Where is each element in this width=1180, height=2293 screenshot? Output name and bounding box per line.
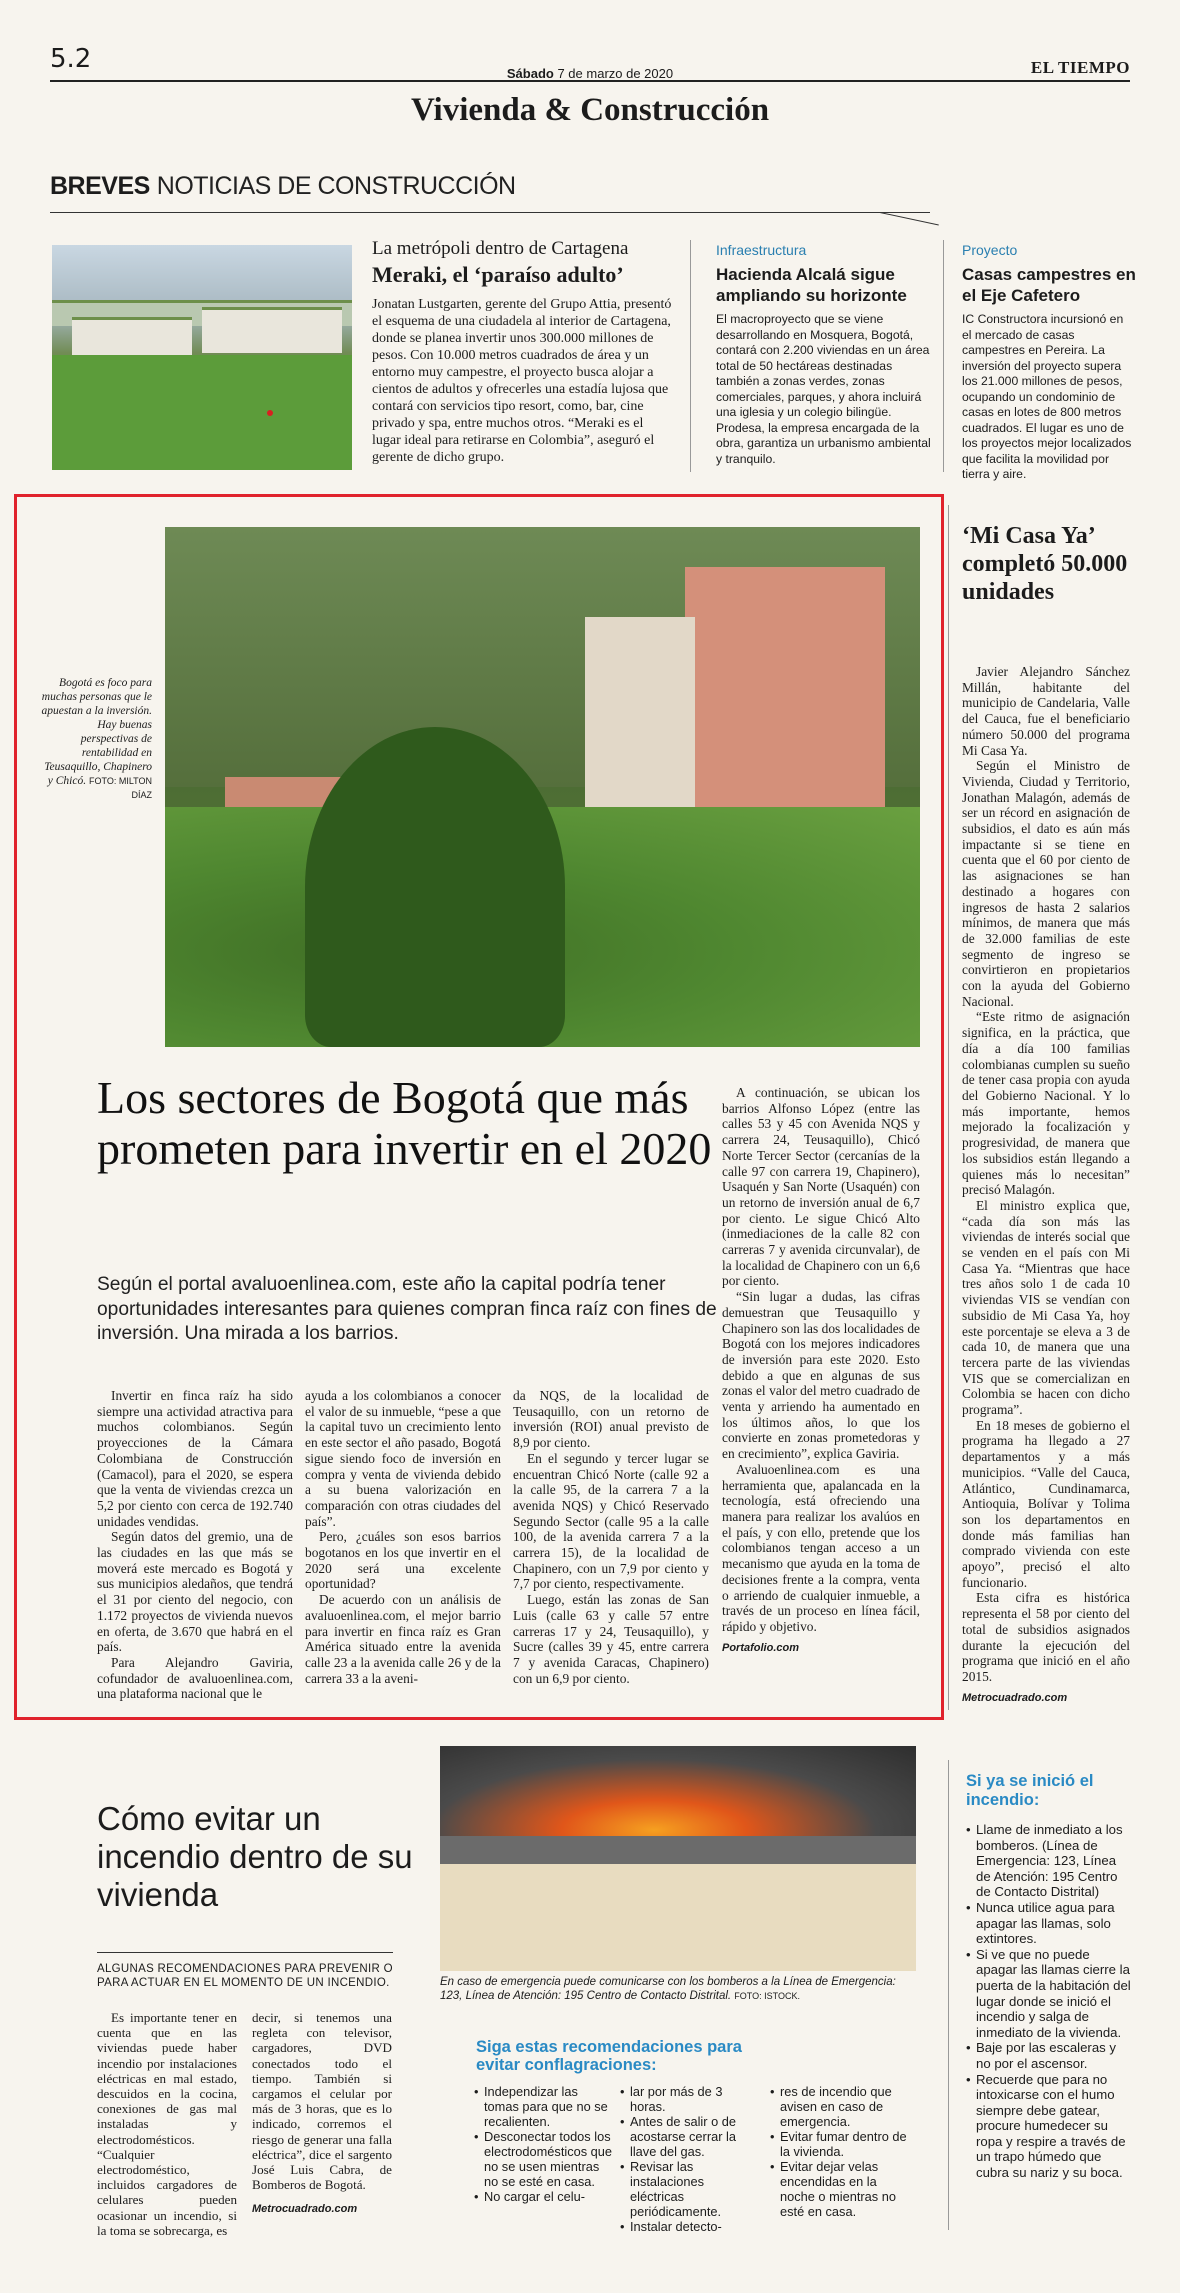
brief3-kicker: Proyecto [962, 242, 1018, 258]
date-text: 7 de marzo de 2020 [557, 66, 674, 81]
photo-caption [40, 676, 152, 802]
breves-label-rest: NOTICIAS DE CONSTRUCCIÓN [156, 172, 516, 200]
paragraph: A continuación, se ubican los barrios Alfonso López (entre las calles 53 y 45 con Avenida NQS y carrera 24, Teusaquillo), Chicó Norte Tercer Sector (cercanías de la calle 97 con carrera 19, Chapinero), Usaquén y San Norte (Usaquén) con un retorno de inversión anual de 6,7 por ciento. Le sigue Chicó Alto (inmediaciones de la calle 82 con carreras 7 y avenida circunvalar), de la localidad de Chapinero con un 6,6 por ciento. [722, 1085, 920, 1289]
paragraph: ayuda a los colombianos a conocer el valor de su inmueble, “pese a que la capital tuvo un crecimiento lento en este sector el año pasado, Bogotá sigue siendo foco de inversión en compra y venta de vivienda debido a su buena valorización en comparación con otras ciudades del país”. [305, 1388, 501, 1529]
photo-caption-text: Bogotá es foco para muchas personas que le apuestan a la inversión. Hay buenas perspectivas de rentabilidad en Teusaquillo, Chapinero y Chicó. [41, 677, 152, 787]
breves-label [50, 172, 516, 201]
list-item: • Evitar fumar dentro de la vivienda. [770, 2129, 910, 2159]
sidebar-body [962, 664, 1130, 1706]
brief1-title: Meraki, el ‘paraíso adulto’ [372, 262, 624, 287]
column-rule [943, 240, 944, 472]
column-rule [690, 240, 691, 472]
fire-headline: Cómo evitar un incendio dentro de su vivienda [97, 1800, 413, 1913]
list-item: • Baje por las escaleras y no por el ascensor. [966, 2040, 1132, 2071]
date-day: Sábado [506, 66, 554, 81]
list-item: • Si ve que no puede apagar las llamas cierre la puerta de la habitación del lugar donde se inició el incendio y salga de inmediato de la vivienda. [966, 1947, 1132, 2041]
brief2-title: Hacienda Alcalá sigue ampliando su horizonte [716, 265, 907, 305]
list-item: • Recuerde que para no intoxicarse con el humo siempre debe gatear, procure humedecer su ropa y respire a través de un trapo húmedo que cubra su nariz y su boca. [966, 2072, 1132, 2181]
paragraph: “Este ritmo de asignación significa, en la práctica, que día a día 100 familias colombianas cumplen su sueño de tener casa propia con ayuda del Gobierno Nacional. Y lo más importante, hemos mejorado la focalización y progresividad, de manera que los subsidios están llegando a quienes más lo necesitan” precisó Malagón. [962, 1009, 1130, 1198]
paragraph: Para Alejandro Gaviria, cofundador de avaluoenlinea.com, una plataforma nacional que le [97, 1654, 293, 1702]
header-rule [50, 80, 1130, 82]
feature-dek: Según el portal avaluoenlinea.com, este año la capital podría tener oportunidades interesantes para quienes compran finca raíz con fines de inversión. Una mirada a los barrios. [97, 1274, 717, 1344]
paragraph: Según datos del gremio, una de las ciudades en las que más se moverá este mercado es Bogotá y sus municipios aledaños, que tendrá el 31 por ciento del negocio, con 1.172 proyectos de vivienda nuevos en oferta, de 3.670 que habrá en el país. [97, 1529, 293, 1655]
meraki-photo [52, 245, 352, 470]
list-item: • Llame de inmediato a los bomberos. (Línea de Emergencia: 123, Línea de Atención: 195 Centro de Contacto Distrital) [966, 1822, 1132, 1900]
list-item: • Nunca utilice agua para apagar las llamas, solo extintores. [966, 1900, 1132, 1947]
breves-rule [50, 212, 930, 213]
fire-caption-text: En caso de emergencia puede comunicarse con los bomberos a la Línea de Emergencia: 123, Línea de Atención: 195 Centro de Contacto Distrital. [440, 1976, 896, 2002]
newspaper-logo: EL TIEMPO [1030, 58, 1130, 77]
date-line [0, 66, 1180, 81]
paragraph: En el segundo y tercer lugar se encuentran Chicó Norte (calle 92 a la calle 95, de la carrera 7 a la avenida NQS) y Chicó Reservado Segundo Sector (calle 95 a la calle 100, de la avenida carrera 7 a la carrera 15), de la localidad de Chapinero, con un 7,9 por ciento y 7,7 por ciento, respectivamente. [513, 1450, 709, 1592]
brief1-kicker: La metrópoli dentro de Cartagena [372, 238, 629, 259]
feature-col2 [305, 1388, 501, 1686]
breves-rule-tail [880, 212, 939, 225]
brief1-text: Jonatan Lustgarten, gerente del Grupo Attia, presentó el esquema de una ciudadela al interior de Cartagena, donde se planea invertir unos 300.000 millones de pesos. Con 10.000 metros cuadrados de área y un entorno muy campestre, el proyecto busca alojar a cientos de adultos y ofrecerles una estadía lujosa que contará con servicios tipo resort, como, bar, cine privado y spa, entre muchos otros. “Meraki es el lugar ideal para retirarse en Colombia”, aseguró el gerente de dicho grupo. [372, 297, 672, 465]
paragraph: Esta cifra es histórica representa el 58 por ciento del total de subsidios asignados durante la ejecución del programa que inició en el año 2015. [962, 1590, 1130, 1684]
breves-label-bold: BREVES [50, 172, 150, 200]
incendio-sidebar-list [966, 1822, 1132, 2181]
bogota-buildings-photo [165, 527, 920, 1047]
feature-signoff: Portafolio.com [722, 1641, 800, 1654]
paragraph: Javier Alejandro Sánchez Millán, habitante del municipio de Candelaria, Valle del Cauca, fue el beneficiario número 50.000 del programa Mi Casa Ya. [962, 664, 1130, 758]
feature-col4 [722, 1085, 920, 1656]
list-item: • Antes de salir o de acostarse cerrar la llave del gas. [620, 2114, 760, 2159]
brief2-text: El macroproyecto que se viene desarrollando en Mosquera, Bogotá, contará con 2.200 viviendas en un área total de 50 hectáreas destinadas también a zonas verdes, zonas comerciales, parques, y ahora incluirá una iglesia y un colegio bilingüe. Prodesa, la empresa encargada de la obra, garantiza un urbanismo ambiental y tranquilo. [716, 312, 931, 466]
incendio-sidebar-title: Si ya se inició el incendio: [966, 1772, 1094, 1809]
feature-headline: Los sectores de Bogotá que más prometen para invertir en el 2020 [97, 1072, 712, 1174]
paragraph: “Sin lugar a dudas, las cifras demuestran que Teusaquillo y Chapinero son las dos localidades de Bogotá con los mejores indicadores de inversión para este 2020. Esto debido a que en algunas de sus zonas el valor del metro cuadrado de venta y arriendo ha aumentado en los últimos años, lo que los convierte en zonas prometedoras y en crecimiento”, explica Gaviria. [722, 1289, 920, 1462]
fire-photo-credit: FOTO: ISTOCK. [734, 1991, 800, 2001]
paragraph: De acuerdo con un análisis de avaluoenlinea.com, el mejor barrio para invertir en finca raíz es Gran América situado entre la avenida calle 23 a la avenida calle 26 y de la carrera 33 a la aveni- [305, 1592, 501, 1686]
list-item: • No cargar el celu- [474, 2189, 614, 2204]
paragraph: Avaluoenlinea.com es una herramienta que, apalancada en la tecnología, está ofreciendo una manera para realizar los avalúos en el país, y con ello, pretende que los colombianos tengan acceso a un mecanismo que ayuda en la toma de decisiones frente a la compra, venta o arriendo de cualquier inmueble, a través de un proceso en línea fácil, rápido y objetivo. [722, 1461, 920, 1634]
list-item: • Instalar detecto- [620, 2219, 760, 2234]
sidebar-signoff: Metrocuadrado.com [962, 1691, 1068, 1704]
recommendations-col1 [474, 2084, 614, 2204]
fire-caption [440, 1975, 916, 2003]
photo-credit: FOTO: MILTON DÍAZ [88, 776, 152, 800]
paragraph: El ministro explica que, “cada día son más las viviendas de interés social que se venden en el país con Mi Casa Ya. “Mientras que hace tres años solo 1 de cada 10 viviendas VIS se vendían con subsidio de Mi Casa Ya, hoy este porcentaje se eleva a 3 de cada 10, de manera que una tercera parte de las viviendas VIS que se comercializan en Colombia se hacen con dicho programa”. [962, 1197, 1130, 1418]
paragraph: Luego, están las zonas de San Luis (calle 63 y calle 57 entre carreras 17 y 24, Teusaquillo), y Sucre (calles 39 y 45, entre carrera 7 y avenida Caracas, Chapinero) con un 6,9 por ciento. [513, 1592, 709, 1686]
fire-rule [97, 1952, 393, 1953]
paragraph: Invertir en finca raíz ha sido siempre una actividad atractiva para muchos colombianos. Según proyecciones de la Cámara Colombiana de Construcción (Camacol), para el 2020, se espera que la venta de viviendas crezca un 5,2 por ciento con cerca de 192.740 unidades vendidas. [97, 1388, 293, 1529]
paragraph: Es importante tener en cuenta que en las viviendas puede haber incendio por instalaciones eléctricas en mal estado, descuidos en la cocina, conexiones de gas mal instaladas y electrodomésticos. “Cualquier electrodoméstico, incluidos cargadores de celulares pueden ocasionar un incendio, si la toma se sobrecarga, es [97, 2010, 237, 2238]
column-rule [948, 1760, 949, 2230]
paragraph: Según el Ministro de Vivienda, Ciudad y Territorio, Jonathan Malagón, además de ser un récord en asignación de subsidios, el dato es aún más impactante si se tiene en cuenta que el 60 por ciento de las asignaciones se han destinado a hogares con ingresos de hasta 2 salarios mínimos, de manera que más de 32.000 familias de este segmento de ingreso se convirtieron en propietarios con la ayuda del Gobierno Nacional. [962, 758, 1130, 1009]
paragraph: En 18 meses de gobierno el programa ha llegado a 27 departamentos y a más municipios. “Valle del Cauca, Atlántico, Cundinamarca, Antioquia, Bolívar y Tolima son los departamentos en donde más familias han comprado vivienda con este apoyo”, precisó el alto funcionario. [962, 1417, 1130, 1590]
feature-col3 [513, 1388, 709, 1686]
list-item: • res de incendio que avisen en caso de emergencia. [770, 2084, 910, 2129]
list-item: • Desconectar todos los electrodomésticos que no se usen mientras no se esté en casa. [474, 2129, 614, 2189]
list-item: • Independizar las tomas para que no se recalienten. [474, 2084, 614, 2129]
list-item: • Evitar dejar velas encendidas en la noche o mientras no esté en casa. [770, 2159, 910, 2219]
brief2-kicker: Infraestructura [716, 242, 807, 258]
recommendations-col3 [770, 2084, 910, 2219]
sidebar-title: ‘Mi Casa Ya’ completó 50.000 unidades [962, 523, 1128, 605]
paragraph: Pero, ¿cuáles son esos barrios bogotanos en los que invertir en el 2020 será una excelente oportunidad? [305, 1529, 501, 1592]
list-item: • lar por más de 3 horas. [620, 2084, 760, 2114]
fire-col1 [97, 2010, 237, 2238]
page-number: 5.2 [50, 44, 92, 74]
fire-col2 [252, 2010, 392, 2218]
house-fire-photo [440, 1746, 916, 1971]
recommendations-col2 [620, 2084, 760, 2234]
brief3-text: IC Constructora incursionó en el mercado de casas campestres en Pereira. La inversión del proyecto supera los 21.000 millones de pesos, ocupando un condominio de casas en lotes de 800 metros cuadrados. El lugar es uno de los proyectos mejor localizados que facilita la movilidad por tierra y aire. [962, 312, 1132, 481]
column-rule [948, 505, 949, 1710]
recommendations-title: Siga estas recomendaciones para evitar conflagraciones: [476, 2038, 742, 2074]
fire-signoff: Metrocuadrado.com [252, 2203, 358, 2216]
paragraph: da NQS, de la localidad de Teusaquillo, con un retorno de inversión (ROI) anual previsto de 8,9 por ciento. [513, 1388, 709, 1451]
brief3-title: Casas campestres en el Eje Cafetero [962, 265, 1136, 305]
list-item: • Revisar las instalaciones eléctricas periódicamente. [620, 2159, 760, 2219]
paragraph: decir, si tenemos una regleta con televisor, cargadores, DVD conectados todo el tiempo. También si cargamos el celular por más de 3 horas, que es lo indicado, corremos el riesgo de generar una falla eléctrica”, dice el sargento José Luis Cabra, de Bomberos de Bogotá. [252, 2010, 392, 2193]
fire-subhead: ALGUNAS RECOMENDACIONES PARA PREVENIR O PARA ACTUAR EN EL MOMENTO DE UN INCENDIO. [97, 1963, 393, 1989]
section-title: Vivienda & Construcción [410, 92, 770, 128]
feature-col1 [97, 1388, 293, 1702]
